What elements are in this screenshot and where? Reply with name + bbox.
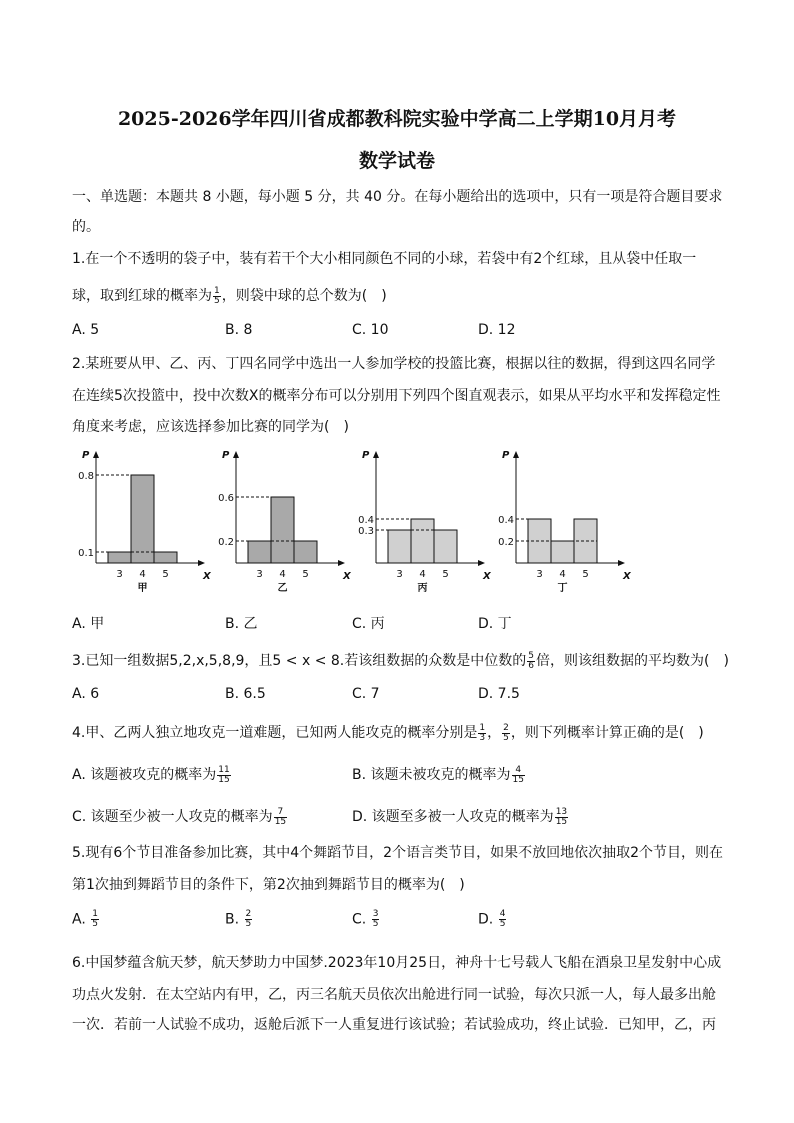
q2-text-2: 在连续5次投篮中，投中次数X的概率分布可以分别用下列四个图直观表示，如果从平均水平和发挥稳定性 [72, 388, 721, 404]
bar [551, 541, 574, 563]
q4-frac1-num: 1 [479, 722, 486, 733]
q5-c-den: 5 [372, 919, 379, 929]
bar [108, 552, 131, 563]
q4-c-num: 7 [274, 808, 287, 818]
histogram-ding [492, 448, 632, 602]
q2-option-a: A. 甲 [72, 616, 105, 632]
q4-option-d-frac [555, 808, 568, 827]
q4-option-a-text: A. 该题被攻克的概率为 [72, 767, 217, 783]
y-tick-label: 0.3 [358, 526, 374, 537]
q5-option-a-frac [91, 910, 99, 929]
q4-text-post: ，则下列概率计算正确的是( ) [510, 725, 704, 741]
bar [131, 475, 154, 563]
y-tick-label: 0.4 [358, 515, 374, 526]
q4-option-d-text: D. 该题至多被一人攻克的概率为 [352, 809, 554, 825]
x-tick-label: 3 [536, 569, 543, 580]
q2-option-b: B. 乙 [225, 616, 258, 632]
x-tick-label: 4 [419, 569, 426, 580]
q4-a-num: 11 [218, 764, 230, 775]
y-tick-label: 0.4 [498, 515, 514, 526]
q1-text-2-post: ，则袋中球的总个数为( ) [221, 288, 387, 304]
chart-title: 丙 [417, 583, 428, 594]
bar [388, 530, 411, 563]
x-axis-arrow [478, 560, 485, 566]
q1-text-2-pre: 球，取到红球的概率为 [72, 288, 212, 304]
q5-option-b [225, 910, 253, 929]
y-axis-label: P [222, 450, 230, 461]
q5-text-1: 5.现有6个节目准备参加比赛，其中4个舞蹈节目，2个语言类节目，如果不放回地依次抽取2个节目，则在 [72, 845, 723, 861]
x-axis-label: X [343, 571, 351, 582]
x-tick-label: 4 [559, 569, 566, 580]
q4-option-d [352, 806, 569, 827]
q3-text-1 [72, 650, 732, 671]
histogram-jia [72, 448, 212, 602]
y-axis-arrow [233, 451, 239, 458]
q3-option-a: A. 6 [72, 686, 100, 702]
q5-option-d [478, 910, 507, 929]
x-axis-arrow [618, 560, 625, 566]
bar [294, 541, 317, 563]
y-tick-label: 0.8 [78, 471, 94, 482]
q1-text-2 [72, 285, 732, 306]
chart-title: 甲 [137, 583, 148, 594]
x-tick-label: 3 [256, 569, 263, 580]
bar [154, 552, 177, 563]
q6-text-3: 一次．若前一人试验不成功，返舱后派下一人重复进行该试验；若试验成功，终止试验．已知甲，乙，丙 [72, 1017, 716, 1033]
q3-frac-den: 6 [528, 660, 534, 671]
q4-frac2-num: 2 [503, 722, 509, 733]
q1-frac-den: 5 [214, 295, 220, 306]
x-tick-label: 3 [116, 569, 123, 580]
x-tick-label: 5 [442, 569, 449, 580]
q1-option-c: C. 10 [352, 322, 389, 338]
bar [271, 497, 294, 563]
y-axis-arrow [513, 451, 519, 458]
x-tick-label: 4 [279, 569, 286, 580]
x-axis-label: X [623, 571, 631, 582]
q5-c-num: 3 [372, 909, 379, 919]
q2-option-c: C. 丙 [352, 616, 385, 632]
section-heading: 一、单选题：本题共 8 小题，每小题 5 分，共 40 分。在每小题给出的选项中，只有一项是符合题目要求 [72, 189, 723, 205]
q1-option-d: D. 12 [478, 322, 516, 338]
q4-option-a-frac [217, 766, 230, 785]
histogram-bing [352, 448, 492, 602]
x-tick-label: 5 [582, 569, 589, 580]
y-tick-label: 0.6 [218, 493, 234, 504]
histogram-yi [212, 448, 352, 602]
q5-option-c-text: C. [352, 911, 371, 928]
y-tick-label: 0.2 [218, 537, 234, 548]
q5-option-d-frac [499, 910, 507, 929]
y-axis-label: P [362, 450, 370, 461]
q4-frac1-den: 3 [479, 732, 486, 743]
bar [248, 541, 271, 563]
chart-title: 乙 [277, 583, 288, 594]
x-tick-label: 5 [302, 569, 309, 580]
q1-frac-num: 1 [214, 285, 220, 296]
q3-option-c: C. 7 [352, 686, 380, 702]
q1-text-1: 1.在一个不透明的袋子中，装有若干个大小相同颜色不同的小球，若袋中有2个红球，且从袋中任取一 [72, 251, 697, 267]
y-axis-label: P [502, 450, 510, 461]
q5-text-2: 第1次抽到舞蹈节目的条件下，第2次抽到舞蹈节目的概率为( ) [72, 877, 465, 893]
bar [411, 519, 434, 563]
x-axis-arrow [198, 560, 205, 566]
q4-fraction-1 [478, 724, 486, 743]
q5-a-den: 5 [92, 919, 98, 929]
q3-option-d: D. 7.5 [478, 686, 520, 702]
q4-text-1 [72, 722, 732, 743]
exam-subtitle: 数学试卷 [358, 150, 435, 172]
x-tick-label: 5 [162, 569, 169, 580]
x-axis-arrow [338, 560, 345, 566]
q5-option-b-text: B. [225, 911, 244, 928]
exam-title: 2025-2026学年四川省成都教科院实验中学高二上学期10月月考 [117, 108, 677, 130]
q5-b-den: 5 [245, 919, 252, 929]
q4-fraction-2 [502, 724, 510, 743]
q1-option-b: B. 8 [225, 322, 253, 338]
y-axis-arrow [373, 451, 379, 458]
q4-option-a [72, 764, 232, 785]
q3-option-b: B. 6.5 [225, 686, 266, 702]
q5-option-c-frac [372, 910, 380, 929]
q4-frac2-den: 5 [503, 732, 509, 743]
q2-text-3: 角度来考虑，应该选择参加比赛的同学为( ) [72, 419, 349, 435]
q4-d-den: 15 [555, 816, 568, 827]
q6-text-1: 6.中国梦蕴含航天梦，航天梦助力中国梦.2023年10月25日，神舟十七号载人飞船在酒泉卫星发射中心成 [72, 955, 722, 971]
q5-option-d-text: D. [478, 911, 498, 928]
q4-option-c-text: C. 该题至少被一人攻克的概率为 [72, 809, 273, 825]
q4-text-pre: 4.甲、乙两人独立地攻克一道难题，已知两人能攻克的概率分别是 [72, 725, 478, 741]
chart-title: 丁 [557, 583, 568, 594]
q5-b-num: 2 [245, 909, 252, 919]
q5-option-c [352, 910, 380, 929]
y-tick-label: 0.2 [498, 537, 514, 548]
x-tick-label: 3 [396, 569, 403, 580]
q4-option-b-frac [512, 766, 525, 785]
y-axis-label: P [82, 450, 90, 461]
q5-option-a [72, 910, 100, 929]
q1-option-a: A. 5 [72, 322, 100, 338]
q4-b-den: 15 [512, 774, 524, 785]
q3-text-post: 倍，则该组数据的平均数为( ) [535, 653, 729, 669]
q4-option-b-text: B. 该题未被攻克的概率为 [352, 767, 511, 783]
q4-d-num: 13 [555, 806, 568, 817]
q5-option-a-text: A. [72, 911, 91, 928]
q2-option-d: D. 丁 [478, 616, 512, 632]
section-heading-cont: 的。 [72, 219, 100, 235]
q5-a-num: 1 [92, 909, 98, 919]
y-tick-label: 0.1 [78, 548, 94, 559]
q1-fraction [213, 287, 221, 306]
x-tick-label: 4 [139, 569, 146, 580]
q5-option-b-frac [245, 910, 253, 929]
q4-c-den: 15 [274, 816, 287, 827]
q3-frac-num: 5 [528, 650, 534, 661]
q4-option-c [72, 806, 288, 827]
x-axis-label: X [483, 571, 491, 582]
q4-option-c-frac [274, 808, 287, 827]
y-axis-arrow [93, 451, 99, 458]
q4-b-num: 4 [512, 766, 525, 776]
x-axis-label: X [203, 571, 211, 582]
q4-a-den: 15 [218, 774, 230, 785]
bar [434, 530, 457, 563]
q6-text-2: 功点火发射．在太空站内有甲，乙，丙三名航天员依次出舱进行同一试验，每次只派一人，每人最多出舱 [72, 987, 716, 1003]
q4-option-b [352, 764, 526, 785]
q4-sep: ， [487, 725, 502, 741]
q5-d-num: 4 [499, 909, 506, 919]
q3-fraction [527, 652, 535, 671]
q2-text-1: 2.某班要从甲、乙、丙、丁四名同学中选出一人参加学校的投篮比赛，根据以往的数据，得到这四名同学 [72, 356, 716, 372]
q5-d-den: 5 [499, 919, 506, 929]
q3-text-pre: 3.已知一组数据5,2,x,5,8,9，且5 < x < 8.若该组数据的众数是中位数的 [72, 653, 527, 669]
